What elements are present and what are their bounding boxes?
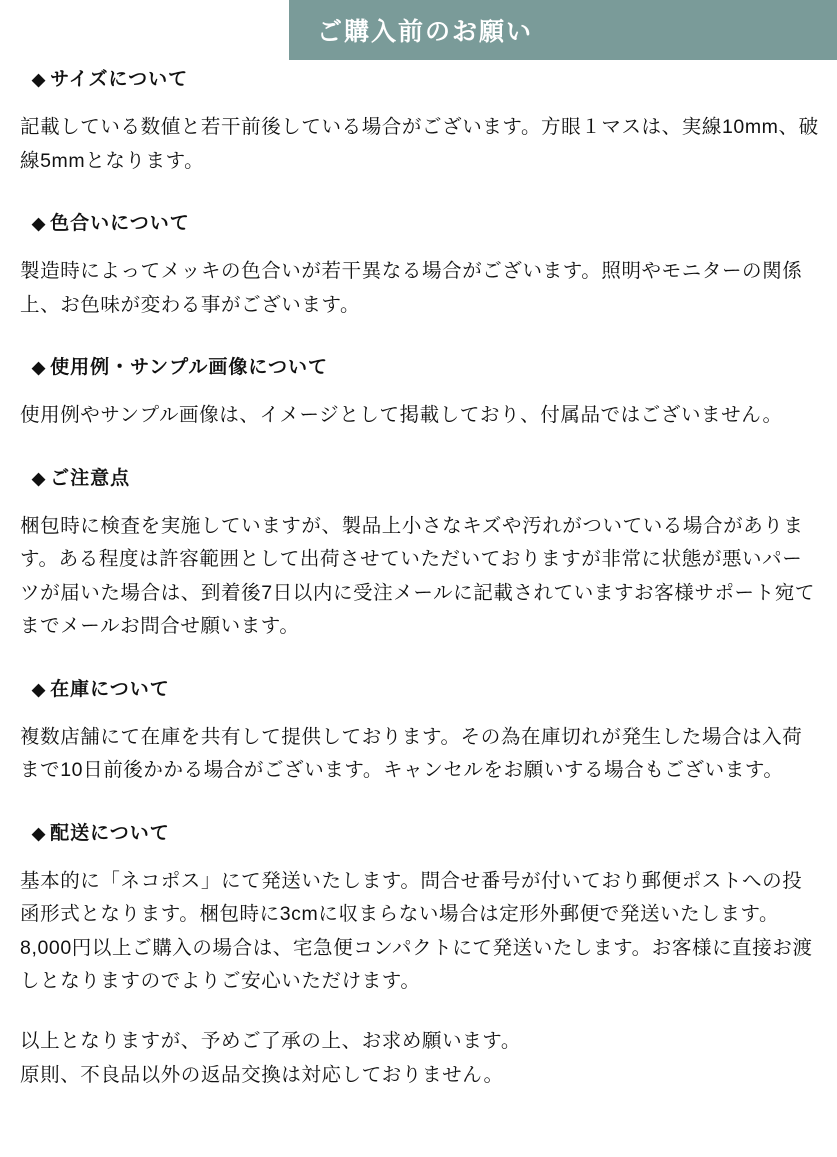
section-color bbox=[18, 208, 821, 322]
section-heading-stock bbox=[18, 674, 821, 701]
section-heading-shipping bbox=[18, 818, 821, 845]
section-body-caution: 梱包時に検査を実施していますが、製品上小さなキズや汚れがついている場合があります。ある程度は許容範囲として出荷させていただいておりますが非常に状態が悪いパーツが届いた場合は、到着後7日以内に受注メールに記載されていますお客様サポート宛てまでメールお問合せ願います。 bbox=[20, 514, 815, 638]
section-heading-size bbox=[18, 64, 821, 91]
section-caution bbox=[18, 463, 821, 644]
notice-content bbox=[0, 64, 837, 1092]
section-body-shipping: 基本的に「ネコポス」にて発送いたします。問合せ番号が付いており郵便ポストへの投函形式となります。梱包時に3cmに収まらない場合は定形外郵便で発送いたします。8,000円以上ご購入の場合は、宅急便コンパクトにて発送いたします。お客様に直接お渡しとなりますのでよりご安心いただけます。 bbox=[20, 869, 813, 993]
diamond-icon: ◆ bbox=[32, 823, 47, 843]
diamond-icon: ◆ bbox=[32, 214, 47, 234]
header-bar bbox=[289, 0, 837, 60]
page-title: ご購入前のお願い bbox=[317, 18, 534, 46]
closing-note bbox=[18, 1025, 821, 1092]
section-size bbox=[18, 64, 821, 178]
section-body-color: 製造時によってメッキの色合いが若干異なる場合がございます。照明やモニターの関係上、お色味が変わる事がございます。 bbox=[20, 260, 803, 316]
section-heading-size-label: サイズについて bbox=[50, 69, 189, 90]
section-body-stock: 複数店舗にて在庫を共有して提供しております。その為在庫切れが発生した場合は入荷まで10日前後かかる場合がございます。キャンセルをお願いする場合もございます。 bbox=[20, 725, 803, 782]
section-stock bbox=[18, 674, 821, 788]
diamond-icon: ◆ bbox=[32, 358, 47, 378]
section-heading-color bbox=[18, 208, 821, 235]
header-band bbox=[0, 0, 837, 64]
section-heading-caution bbox=[18, 463, 821, 490]
section-body-sample-image: 使用例やサンプル画像は、イメージとして掲載しており、付属品ではございません。 bbox=[20, 404, 783, 427]
section-shipping bbox=[18, 818, 821, 999]
section-body-size: 記載している数値と若干前後している場合がございます。方眼１マスは、実線10mm、破線5mmとなります。 bbox=[20, 116, 819, 172]
diamond-icon: ◆ bbox=[32, 70, 47, 89]
section-heading-caution-label: ご注意点 bbox=[50, 467, 131, 489]
diamond-icon: ◆ bbox=[32, 468, 47, 488]
section-heading-color-label: 色合いについて bbox=[50, 213, 190, 235]
closing-line-2: 原則、不良品以外の返品交換は対応しておりません。 bbox=[20, 1063, 504, 1086]
section-heading-stock-label: 在庫について bbox=[50, 678, 170, 700]
closing-line-1: 以上となりますが、予めご了承の上、お求め願います。 bbox=[20, 1029, 521, 1052]
section-heading-shipping-label: 配送について bbox=[50, 822, 170, 844]
section-sample-image bbox=[18, 352, 821, 433]
diamond-icon: ◆ bbox=[32, 679, 47, 699]
section-heading-sample-image bbox=[18, 352, 821, 379]
section-heading-sample-image-label: 使用例・サンプル画像について bbox=[50, 357, 328, 379]
